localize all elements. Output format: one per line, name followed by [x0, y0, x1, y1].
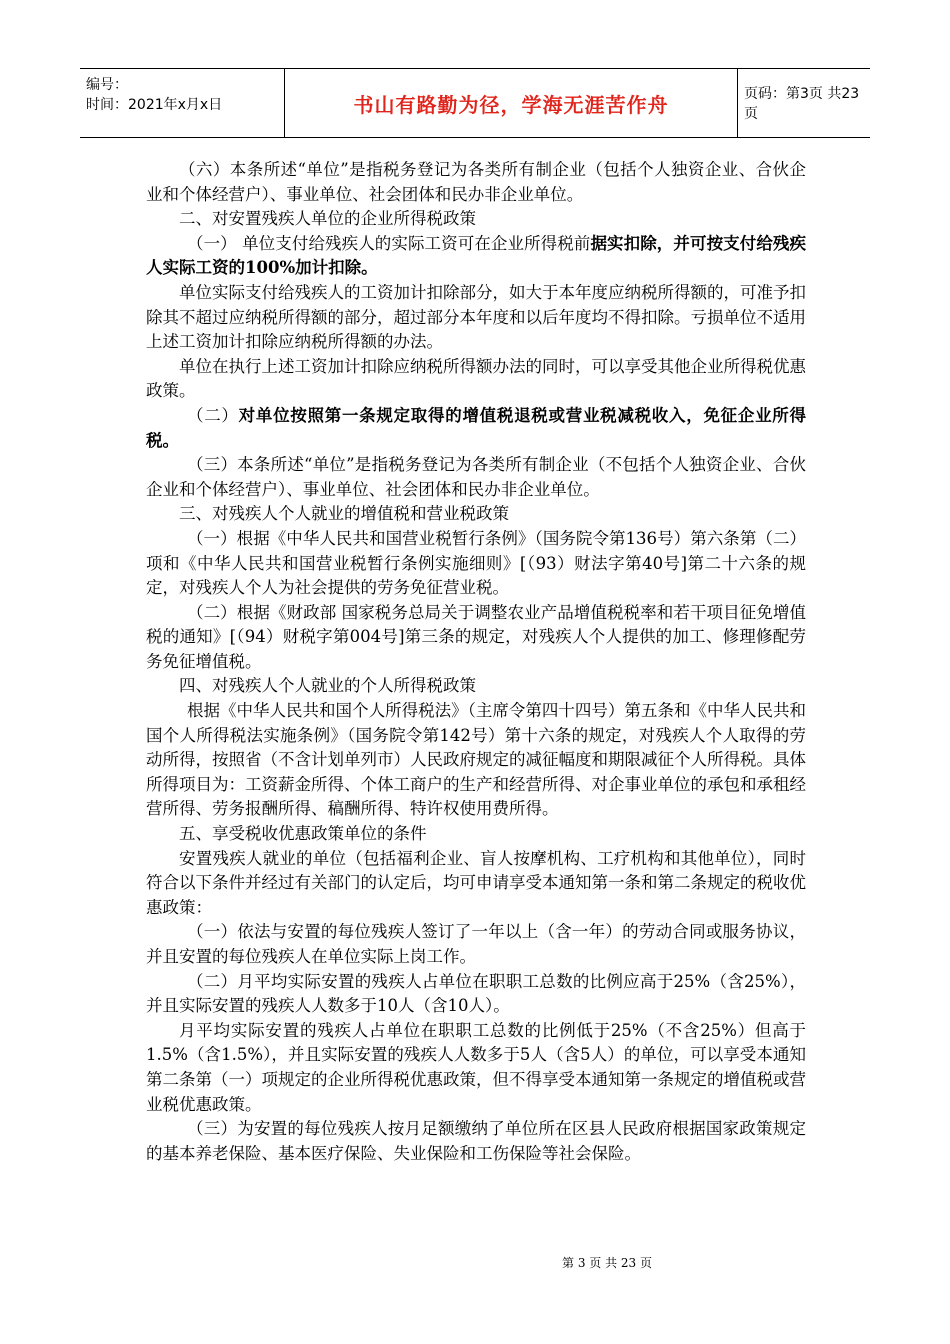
section-heading: 二、对安置残疾人单位的企业所得税政策	[179, 209, 476, 229]
paragraph-text: （二）	[187, 405, 239, 425]
section-heading: 五、享受税收优惠政策单位的条件	[179, 824, 427, 844]
paragraph-bold-text: 据实扣除，并可按支付给残疾人实际工资的100%加计扣除。	[146, 233, 807, 278]
page-header	[80, 68, 870, 138]
paragraph: （一）根据《中华人民共和国营业税暂行条例》（国务院令第136号）第六条第（二）项和《中华人民共和国营业税暂行条例实施细则》[（93）财法字第40号]第二十六条的规定，对残疾人个人为社会提供的劳务免征营业税。	[146, 528, 806, 598]
paragraph	[146, 404, 806, 453]
paragraph: （三）本条所述“单位”是指税务登记为各类所有制企业（不包括个人独资企业、合伙企业和个体经营户）、事业单位、社会团体和民办非企业单位。	[146, 455, 806, 499]
paragraph: 根据《中华人民共和国个人所得税法》（主席令第四十四号）第五条和《中华人民共和国个人所得税法实施条例》（国务院令第142号）第十六条的规定，对残疾人个人取得的劳动所得，按照省（不含计划单列市）人民政府规定的减征幅度和期限减征个人所得税。具体所得项目为：工资薪金所得、个体工商户的生产和经营所得、对企事业单位的承包和承租经营所得、劳务报酬所得、稿酬所得、特许权使用费所得。	[146, 701, 806, 819]
time-label: 时间：2021年x月x日	[86, 97, 223, 113]
header-motto: 书山有路勤为径，学海无涯苦作舟	[284, 69, 738, 137]
page-number: 第 3 页 共 23 页	[562, 1256, 652, 1270]
header-page-info: 页码：第3页 共23页	[744, 86, 860, 122]
paragraph: 单位实际支付给残疾人的工资加计扣除部分，如大于本年度应纳税所得额的，可准予扣除其不超过应纳税所得额的部分，超过部分本年度和以后年度均不得扣除。亏损单位不适用上述工资加计扣除应纳税所得额的办法。	[146, 282, 806, 352]
paragraph	[146, 232, 806, 281]
paragraph: （六）本条所述“单位”是指税务登记为各类所有制企业（包括个人独资企业、合伙企业和个体经营户）、事业单位、社会团体和民办非企业单位。	[146, 160, 806, 204]
document-body	[146, 158, 806, 1166]
paragraph: 安置残疾人就业的单位（包括福利企业、盲人按摩机构、工疗机构和其他单位），同时符合以下条件并经过有关部门的认定后，均可申请享受本通知第一条和第二条规定的税收优惠政策：	[146, 848, 806, 917]
paragraph: （二）根据《财政部 国家税务总局关于调整农业产品增值税税率和若干项目征免增值税的通知》[（94）财税字第004号]第三条的规定，对残疾人个人提供的加工、修理修配劳务免征增值税。	[146, 602, 806, 671]
header-meta	[80, 69, 284, 137]
paragraph: （二）月平均实际安置的残疾人占单位在职职工总数的比例应高于25%（含25%），并且实际安置的残疾人人数多于10人（含10人）。	[146, 971, 806, 1016]
section-heading: 三、对残疾人个人就业的增值税和营业税政策	[179, 504, 509, 524]
paragraph: 月平均实际安置的残疾人占单位在职职工总数的比例低于25%（不含25%）但高于1.5%（含1.5%），并且实际安置的残疾人人数多于5人（含5人）的单位，可以享受本通知第二条第（一）项规定的企业所得税优惠政策，但不得享受本通知第一条规定的增值税或营业税优惠政策。	[146, 1020, 806, 1114]
paragraph: 单位在执行上述工资加计扣除应纳税所得额办法的同时，可以享受其他企业所得税优惠政策。	[146, 356, 806, 401]
number-label: 编号：	[86, 77, 128, 93]
section-heading: 四、对残疾人个人就业的个人所得税政策	[179, 676, 476, 696]
paragraph: （三）为安置的每位残疾人按月足额缴纳了单位所在区县人民政府根据国家政策规定的基本养老保险、基本医疗保险、失业保险和工伤保险等社会保险。	[146, 1119, 806, 1163]
paragraph-bold-text: 对单位按照第一条规定取得的增值税退税或营业税减税收入，免征企业所得税。	[146, 405, 807, 450]
paragraph-text: （一） 单位支付给残疾人的实际工资可在企业所得税前	[187, 233, 591, 253]
paragraph: （一）依法与安置的每位残疾人签订了一年以上（含一年）的劳动合同或服务协议，并且安置的每位残疾人在单位实际上岗工作。	[146, 922, 806, 966]
